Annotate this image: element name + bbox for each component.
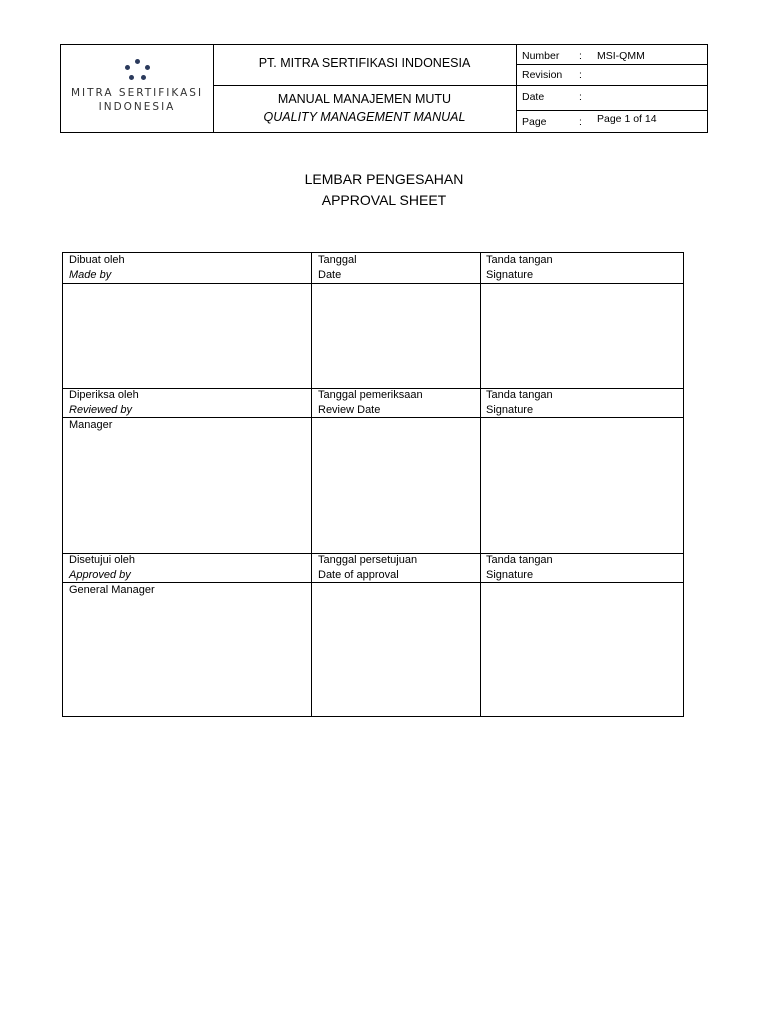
made-date-label xyxy=(318,253,357,283)
company-name: PT. MITRA SERTIFIKASI INDONESIA xyxy=(258,56,471,70)
manual-title-en: QUALITY MANAGEMENT MANUAL xyxy=(263,110,466,124)
page-colon: : xyxy=(579,116,582,128)
sheet-title-en: APPROVAL SHEET xyxy=(321,192,447,208)
approval-table xyxy=(62,252,684,717)
number-label: Number xyxy=(522,50,560,62)
revision-colon: : xyxy=(579,69,582,81)
approval-date-label xyxy=(318,553,417,583)
approval-date-label-id: Tanggal persetujuan xyxy=(318,554,418,566)
date-label: Date xyxy=(522,91,545,103)
approval-signature-label-en: Signature xyxy=(486,569,534,581)
made-by-label-id: Dibuat oleh xyxy=(69,254,125,266)
table-divider xyxy=(63,283,683,284)
header-divider xyxy=(516,64,707,65)
made-signature-label-id: Tanda tangan xyxy=(486,254,553,266)
reviewed-by-label-en: Reviewed by xyxy=(69,404,132,416)
page-label: Page xyxy=(522,116,547,128)
date-colon: : xyxy=(579,91,582,103)
approval-date-label-en: Date of approval xyxy=(318,569,399,581)
made-date-label-en: Date xyxy=(318,269,342,281)
review-signature-label-en: Signature xyxy=(486,404,534,416)
table-divider xyxy=(480,253,481,716)
review-signature-label xyxy=(486,388,553,418)
revision-label: Revision xyxy=(522,69,563,81)
made-by-label-en: Made by xyxy=(69,269,112,281)
review-date-label-id: Tanggal pemeriksaan xyxy=(318,389,423,401)
review-signature-label-id: Tanda tangan xyxy=(486,389,553,401)
logo-text-line1: MITRA SERTIFIKASI xyxy=(70,87,204,99)
header-divider xyxy=(516,85,707,86)
reviewed-by-label-id: Diperiksa oleh xyxy=(69,389,139,401)
made-date-label-id: Tanggal xyxy=(318,254,357,266)
review-date-label xyxy=(318,388,423,418)
logo-text-line2: INDONESIA xyxy=(98,101,176,113)
made-signature-label-en: Signature xyxy=(486,269,534,281)
approver-role: General Manager xyxy=(69,584,155,596)
page-value: Page 1 of 14 xyxy=(597,113,657,125)
manual-title-id: MANUAL MANAJEMEN MUTU xyxy=(277,92,452,106)
sheet-title-id: LEMBAR PENGESAHAN xyxy=(304,171,464,187)
company-logo xyxy=(61,45,213,133)
approved-by-label-id: Disetujui oleh xyxy=(69,554,136,566)
approval-signature-label xyxy=(486,553,553,583)
reviewer-role: Manager xyxy=(69,419,113,431)
made-signature-label xyxy=(486,253,553,283)
number-colon: : xyxy=(579,50,582,62)
header-divider xyxy=(213,85,516,86)
approved-by-label-en: Approved by xyxy=(69,569,131,581)
document-header xyxy=(60,44,708,133)
header-divider xyxy=(516,45,517,132)
header-divider xyxy=(516,110,707,111)
approval-signature-label-id: Tanda tangan xyxy=(486,554,553,566)
made-by-label xyxy=(69,253,125,283)
table-divider xyxy=(311,253,312,716)
approved-by-label xyxy=(69,553,135,583)
reviewed-by-label xyxy=(69,388,139,418)
number-value: MSI-QMM xyxy=(597,50,645,62)
review-date-label-en: Review Date xyxy=(318,404,381,416)
